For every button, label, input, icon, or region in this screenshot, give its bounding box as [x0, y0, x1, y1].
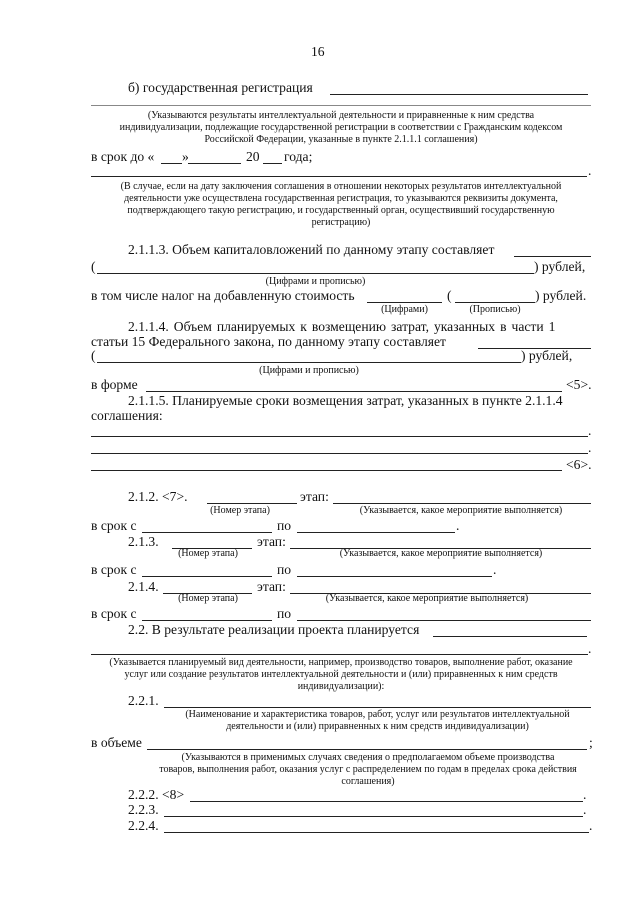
p22-note-3: индивидуализации):	[297, 681, 385, 692]
item-2-number: 2.2.3.	[128, 802, 159, 817]
p2114-form-label: в форме	[91, 377, 138, 392]
case-note-4: регистрацию)	[311, 217, 371, 228]
stage-1-caption-number: (Номер этапа)	[210, 505, 270, 516]
p2113-vat-words-field[interactable]	[455, 302, 535, 303]
case-note-2: деятельности уже осуществлена государственная регистрация, то указываются реквизиты документа,	[124, 193, 558, 204]
p22-field[interactable]	[433, 636, 587, 637]
stage-1-activity-field[interactable]	[333, 503, 591, 504]
p2113-rubles: ) рублей,	[534, 259, 586, 274]
registration-note-3: Российской Федерации, указанные в пункте 2.1.1.1 соглашения)	[204, 134, 478, 145]
item-3-end: .	[589, 818, 593, 833]
stage-2-number: 2.1.3.	[128, 534, 159, 549]
item-3-field[interactable]	[164, 832, 589, 833]
term-year: 20	[246, 149, 260, 164]
stage-1-caption-activity: (Указывается, какое мероприятие выполняется)	[359, 505, 563, 516]
stage-3-term-to: по	[277, 606, 292, 621]
stage-2-label: этап:	[257, 534, 286, 549]
item-2-field[interactable]	[164, 816, 583, 817]
p2115-note: <6>.	[566, 457, 592, 472]
p2115-line2: соглашения:	[91, 408, 163, 423]
p2114-form-field[interactable]	[146, 391, 562, 392]
p2113-vat-rubles: ) рублей.	[535, 288, 587, 303]
item-1-number: 2.2.2. <8>	[128, 787, 185, 802]
registration-note-1: (Указываются результаты интеллектуальной деятельности и приравненные к ним средства	[147, 110, 535, 121]
p2113-caption-words: (Цифрами и прописью)	[265, 276, 366, 287]
term-year-field[interactable]	[263, 163, 282, 164]
term-suffix: года;	[284, 149, 313, 164]
p2115-line1: 2.1.1.5. Планируемые сроки возмещения затрат, указанных в пункте 2.1.1.4	[128, 393, 563, 408]
stage-2-date-to-field[interactable]	[297, 576, 492, 577]
p2113-vat-text: в том числе налог на добавленную стоимость	[91, 288, 355, 303]
p221-volume-note-3: соглашения)	[341, 776, 395, 787]
registration-field[interactable]	[330, 94, 588, 95]
p2113-words-field[interactable]	[97, 273, 534, 274]
p2115-dot-2: .	[588, 440, 592, 455]
p2113-vat-digits-field[interactable]	[367, 302, 442, 303]
p2114-paren-open: (	[91, 348, 96, 363]
stage-3-caption-number: (Номер этапа)	[178, 593, 238, 604]
p2113-caption-words2: (Прописью)	[469, 304, 521, 315]
term-prefix: в срок до «	[91, 149, 155, 164]
p2114-form-note: <5>.	[566, 377, 592, 392]
page-number: 16	[311, 44, 325, 59]
stage-1-number: 2.1.2. <7>.	[128, 489, 188, 504]
stage-1-date-from-field[interactable]	[142, 532, 272, 533]
stage-2-term-to: по	[277, 562, 292, 577]
stage-1-term-from: в срок с	[91, 518, 137, 533]
p2115-field-2[interactable]	[91, 453, 588, 454]
term-month-field[interactable]	[188, 163, 241, 164]
p2113-amount-field[interactable]	[514, 256, 591, 257]
item-1-end: .	[583, 787, 587, 802]
registration-end-dot: .	[588, 163, 592, 178]
stage-3-label: этап:	[257, 579, 286, 594]
stage-3-number: 2.1.4.	[128, 579, 159, 594]
p221-volume-end: ;	[589, 735, 593, 750]
p221-note-2: деятельности и (или) приравненных к ним средств индивидуализации)	[226, 721, 529, 732]
item-1-field[interactable]	[190, 801, 583, 802]
p2113-caption-digits: (Цифрами)	[381, 304, 428, 315]
stage-3-date-to-field[interactable]	[297, 620, 591, 621]
p221-volume-note-2: товаров, выполнения работ, оказания услуг с распределением по годам в пределах срока действия	[159, 764, 577, 775]
p221-number: 2.2.1.	[128, 693, 159, 708]
p22-note-2: услуг или создание результатов интеллектуальной деятельности и (или) приравненных к ним средств	[124, 669, 558, 680]
stage-1-label: этап:	[300, 489, 329, 504]
p221-volume-label: в объеме	[91, 735, 142, 750]
p22-text: 2.2. В результате реализации проекта планируется	[128, 622, 420, 637]
p2115-dot-1: .	[588, 423, 592, 438]
term-day-field[interactable]	[161, 163, 182, 164]
p2113-paren-open: (	[91, 259, 96, 274]
stage-1-number-field[interactable]	[207, 503, 297, 504]
p2114-line1: 2.1.1.4. Объем планируемых к возмещению затрат, указанных в части 1	[128, 319, 556, 334]
stage-1-term-to: по	[277, 518, 292, 533]
p2115-field-3[interactable]	[91, 470, 562, 471]
term-mid: »	[182, 149, 189, 164]
p2114-line2: статьи 15 Федерального закона, по данному этапу составляет	[91, 334, 446, 349]
stage-3-date-from-field[interactable]	[142, 620, 272, 621]
p221-name-field[interactable]	[164, 707, 591, 708]
p2115-field-1[interactable]	[91, 436, 588, 437]
p221-note-1: (Наименование и характеристика товаров, работ, услуг или результатов интеллектуальной	[185, 709, 570, 720]
registration-full-line[interactable]	[91, 105, 591, 106]
p2114-rubles: ) рублей,	[521, 348, 573, 363]
stage-1-end: .	[456, 518, 460, 533]
p22-end-dot: .	[588, 641, 592, 656]
stage-2-date-from-field[interactable]	[142, 576, 272, 577]
p221-volume-note-1: (Указываются в применимых случаях сведения о предполагаемом объеме производства	[181, 752, 555, 763]
item-3-number: 2.2.4.	[128, 818, 159, 833]
stage-1-date-to-field[interactable]	[297, 532, 455, 533]
p2114-caption-words: (Цифрами и прописью)	[259, 365, 359, 376]
p221-volume-field[interactable]	[147, 749, 587, 750]
stage-2-caption-activity: (Указывается, какое мероприятие выполняется)	[339, 548, 543, 559]
item-2-end: .	[583, 802, 587, 817]
stage-3-term-from: в срок с	[91, 606, 137, 621]
stage-2-caption-number: (Номер этапа)	[178, 548, 238, 559]
registration-note-2: индивидуализации, подлежащие государственной регистрации в соответствии с Гражданским кодексом	[119, 122, 563, 133]
stage-2-end: .	[493, 562, 497, 577]
p22-note-1: (Указывается планируемый вид деятельности, например, производство товаров, выполнение работ, оказание	[109, 657, 573, 668]
p2113-text: 2.1.1.3. Объем капиталовложений по данному этапу составляет	[128, 242, 495, 257]
stage-2-term-from: в срок с	[91, 562, 137, 577]
case-note-1: (В случае, если на дату заключения соглашения в отношении некоторых результатов интеллектуальной	[120, 181, 562, 192]
registration-details-field[interactable]	[91, 176, 587, 177]
p2113-vat-paren: (	[447, 288, 452, 303]
stage-3-caption-activity: (Указывается, какое мероприятие выполняется)	[325, 593, 529, 604]
case-note-3: подтверждающего такую регистрацию, и государственный орган, осуществивший государственную	[127, 205, 555, 216]
registration-label: б) государственная регистрация	[128, 80, 313, 95]
p2114-words-field[interactable]	[97, 362, 521, 363]
p22-full-field[interactable]	[91, 654, 588, 655]
